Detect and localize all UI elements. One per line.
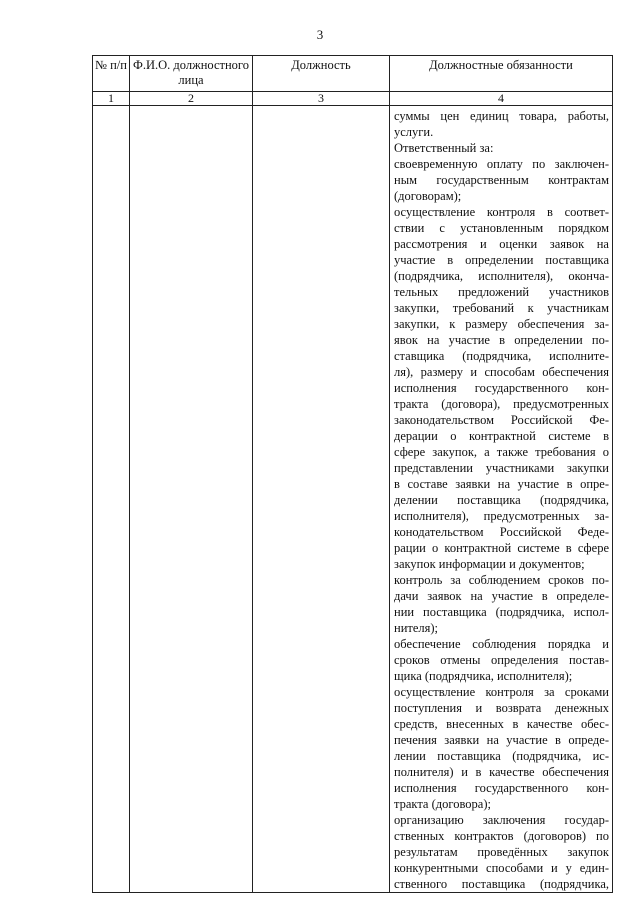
duty-line: рации о контрактной системе в сфере xyxy=(394,541,609,555)
duty-line: закупки, требований к участникам xyxy=(394,301,609,315)
duty-line: представлении участниками закупки xyxy=(394,461,609,475)
header-number-text: № п/п xyxy=(95,58,127,72)
column-number-3: 3 xyxy=(253,92,390,106)
duty-line: явок на участие в определении по- xyxy=(394,333,609,347)
duty-line: нии поставщика (подрядчика, испол- xyxy=(394,605,609,619)
duty-line: тракта (договора), предусмотренных xyxy=(394,397,609,411)
duty-line: закупок информации и документов; xyxy=(394,557,585,571)
cell-duties xyxy=(390,106,613,893)
duty-line: организацию заключения государ- xyxy=(394,813,609,827)
duty-line: дачи заявок на участие в определе- xyxy=(394,589,609,603)
duty-line: осуществление контроля за сроками xyxy=(394,685,609,699)
duty-line: своевременную оплату по заключен- xyxy=(394,157,609,171)
duty-line: лении поставщика (подрядчика, ис- xyxy=(394,749,609,763)
duties-table xyxy=(92,55,613,893)
duty-line: полнителя) и в качестве обеспечения xyxy=(394,765,609,779)
header-position xyxy=(253,56,390,92)
duty-line: суммы цен единиц товара, работы, xyxy=(394,109,609,123)
duty-line: результатам проведённых закупок xyxy=(394,845,609,859)
duty-line: участие в определении поставщика xyxy=(394,253,609,267)
duty-line: сроков отмены определения постав- xyxy=(394,653,609,667)
duty-line: нителя); xyxy=(394,621,439,635)
page-number: 3 xyxy=(316,27,324,42)
duty-line: (договорам); xyxy=(394,189,462,203)
header-full-name xyxy=(130,56,253,92)
duty-line: в составе заявки на участие в опре- xyxy=(394,477,609,491)
duty-line: конкурентными способами и у един- xyxy=(394,861,609,875)
column-number-row xyxy=(93,92,613,106)
cell-position xyxy=(253,106,390,893)
duty-line: печения заявки на участие в опреде- xyxy=(394,733,609,747)
column-number-2: 2 xyxy=(130,92,253,106)
duty-line: ственного поставщика (подрядчика, xyxy=(394,877,609,891)
header-row xyxy=(93,56,613,92)
duty-line: (подрядчика, исполнителя), оконча- xyxy=(394,269,609,283)
column-number-1: 1 xyxy=(93,92,130,106)
header-duties xyxy=(390,56,613,92)
duty-line: осуществление контроля в соответ- xyxy=(394,205,609,219)
duty-line: тельных предложений участников xyxy=(394,285,609,299)
duty-line: закупки, к размеру обеспечения за- xyxy=(394,317,609,331)
duty-line: поступления и возврата денежных xyxy=(394,701,609,715)
duty-line: ля), размеру и способам обеспечения xyxy=(394,365,609,379)
duty-line: исполнения государственного кон- xyxy=(394,781,609,795)
header-number xyxy=(93,56,130,92)
duty-line: контроль за соблюдением сроков по- xyxy=(394,573,609,587)
duty-line: конодательством Российской Феде- xyxy=(394,525,609,539)
duty-line: ным государственным контрактам xyxy=(394,173,609,187)
table-row xyxy=(93,106,613,893)
duty-line: сфере закупок, а также требования о xyxy=(394,445,609,459)
duty-line: исполнения государственного кон- xyxy=(394,381,609,395)
cell-full-name xyxy=(130,106,253,893)
duty-line: исполнителя), предусмотренных за- xyxy=(394,509,609,523)
duty-line: обеспечение соблюдения порядка и xyxy=(394,637,609,651)
cell-number xyxy=(93,106,130,893)
header-duties-text: Должностные обязанности xyxy=(429,58,573,72)
duty-line: ставщика (подрядчика, исполните- xyxy=(394,349,609,363)
duty-line: делении поставщика (подрядчика, xyxy=(394,493,609,507)
duty-line: щика (подрядчика, исполнителя); xyxy=(394,669,573,683)
duty-line: тракта (договора); xyxy=(394,797,491,811)
duties-text xyxy=(390,106,612,892)
duty-line: законодательством Российской Фе- xyxy=(394,413,609,427)
duty-line: услуги. xyxy=(394,125,434,139)
duty-line: дерации о контрактной системе в xyxy=(394,429,609,443)
column-number-4: 4 xyxy=(390,92,613,106)
duty-line: ственных контрактов (договоров) по xyxy=(394,829,609,843)
header-full-name-text: Ф.И.О. должностного лица xyxy=(132,58,249,87)
duty-line: ствии с установленным порядком xyxy=(394,221,609,235)
header-position-text: Должность xyxy=(291,58,351,72)
duty-line: рассмотрения и оценки заявок на xyxy=(394,237,609,251)
duty-line: Ответственный за: xyxy=(394,141,494,155)
duty-line: средств, внесенных в качестве обес- xyxy=(394,717,609,731)
